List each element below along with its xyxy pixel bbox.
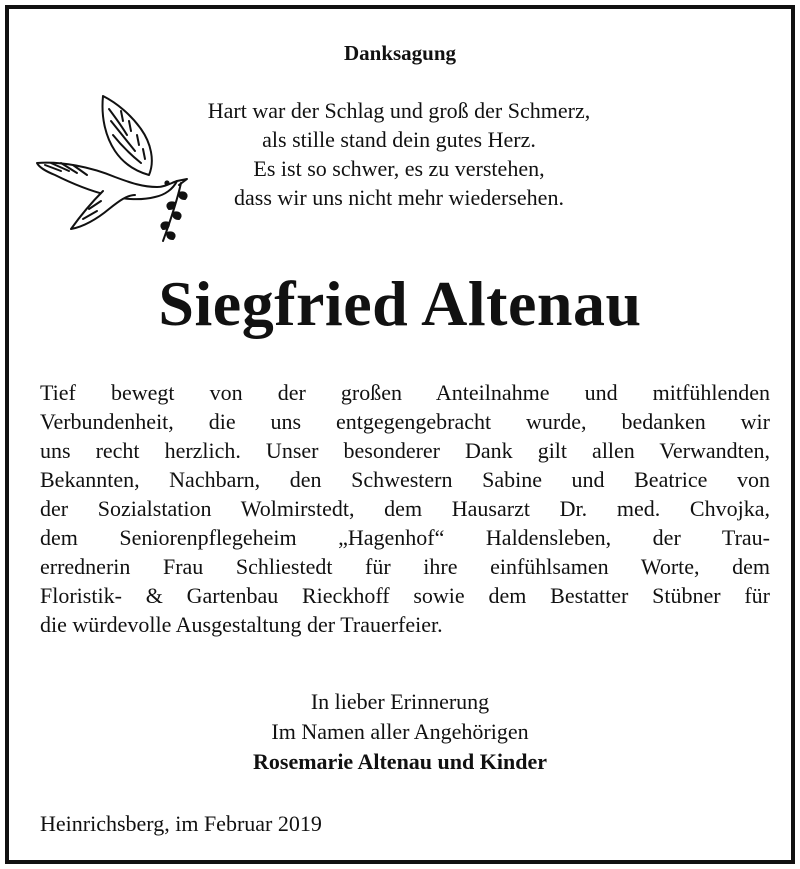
body-line: die würdevolle Ausgestaltung der Trauerfeier. xyxy=(40,612,443,637)
body-line: errednerin Frau Schliestedt für ihre einfühlsamen Worte, dem xyxy=(40,554,770,579)
body-line: der Sozialstation Wolmirstedt, dem Hausarzt Dr. med. Chvojka, xyxy=(40,496,770,521)
closing-block xyxy=(9,687,791,777)
body-line: Tief bewegt von der großen Anteilnahme und mitfühlenden xyxy=(40,380,770,405)
signature: Rosemarie Altenau und Kinder xyxy=(253,749,547,774)
poem xyxy=(159,96,639,212)
poem-line: Hart war der Schlag und groß der Schmerz, xyxy=(207,98,591,123)
body-line: Verbundenheit, die uns entgegengebracht wurde, bedanken wir xyxy=(40,409,770,434)
thank-you-text xyxy=(40,378,770,639)
body-line: dem Seniorenpflegeheim „Hagenhof“ Haldensleben, der Trau- xyxy=(40,525,770,550)
poem-line: dass wir uns nicht mehr wiedersehen. xyxy=(234,185,564,210)
place-and-date: Heinrichsberg, im Februar 2019 xyxy=(40,811,322,836)
notice-heading: Danksagung xyxy=(343,41,457,65)
poem-line: Es ist so schwer, es zu verstehen, xyxy=(253,156,545,181)
closing-line: Im Namen aller Angehörigen xyxy=(271,719,529,744)
closing-line: In lieber Erinnerung xyxy=(310,689,490,714)
deceased-name: Siegfried Altenau xyxy=(158,268,642,339)
body-line: Floristik- & Gartenbau Rieckhoff sowie dem Bestatter Stübner für xyxy=(40,583,770,608)
obituary-notice xyxy=(5,5,795,864)
body-line: uns recht herzlich. Unser besonderer Dank gilt allen Verwandten, xyxy=(40,438,770,463)
poem-line: als stille stand dein gutes Herz. xyxy=(262,127,536,152)
body-line: Bekannten, Nachbarn, den Schwestern Sabine und Beatrice von xyxy=(40,467,770,492)
